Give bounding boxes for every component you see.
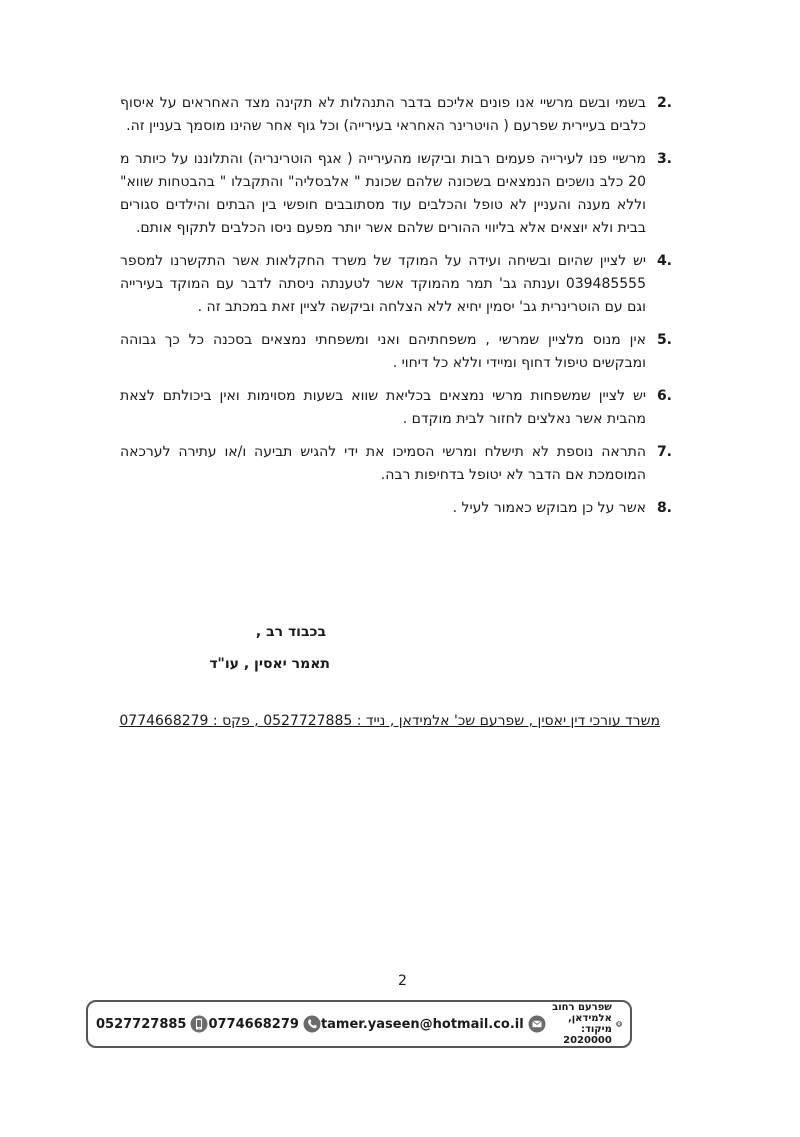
- mobile-icon: [190, 1015, 208, 1033]
- item-text: אין מנוס מלציין שמרשי , משפחתיהם ואני ומשפחתי נמצאים בסכנה כל כך גבוהה ומבקשים טיפול דחוף ומיידי וללא כל דיחוי .: [120, 332, 646, 371]
- list-item: [120, 441, 672, 487]
- page-number: 2: [398, 973, 407, 989]
- item-number: 7.: [656, 444, 672, 460]
- item-number: 2.: [656, 95, 672, 111]
- footer-address: [546, 1002, 622, 1046]
- envelope-icon: [528, 1015, 546, 1033]
- phone-number: 0774668279: [208, 1016, 299, 1032]
- item-number: 6.: [656, 388, 672, 404]
- list-item: [120, 92, 672, 138]
- item-text: יש לציין שמשפחות מרשי נמצאים בכליאת שווא בשעות מסוימות ואין ביכולתם לצאת מהבית אשר נאלצים לחזור לבית מוקדם .: [120, 388, 646, 427]
- list-item: [120, 250, 672, 319]
- item-number: 5.: [656, 332, 672, 348]
- list-item: [120, 497, 672, 520]
- item-text: אשר על כן מבוקש כאמור לעיל .: [452, 500, 646, 516]
- closing-salutation: בכבוד רב ,: [255, 624, 326, 640]
- list-item: [120, 385, 672, 431]
- mobile-number: 0527727885: [96, 1016, 187, 1032]
- item-text: מרשיי פנו לעירייה פעמים רבות וביקשו מהעירייה ( אגף הוטרינריה) והתלוננו על כיותר מ 20 כלב נושכים הנמצאים בשכונה שלהם שכונת " אלבסליה" והתקבלו " בהבטחות שווא" וללא מענה והעניין לא טופל והכלבים עוד מסתובבים חופשי בין הבתים והילדים סגורים בבית ולא יוצאים אלא בליווי ההורים שלהם אשר יותר מפעם ניסו הכלבים לתקוף אותם.: [120, 151, 646, 236]
- location-pin-icon: [616, 1015, 622, 1033]
- office-details-line: משרד עורכי דין יאסין , שפרעם שכ' אלמידאן , נייד : 0527727885 , פקס : 0774668279: [119, 713, 660, 729]
- email-address: tamer.yaseen@hotmail.co.il: [320, 1016, 524, 1032]
- contact-footer: [86, 1000, 632, 1048]
- footer-email: [321, 1015, 546, 1033]
- item-number: 3.: [656, 151, 672, 167]
- list-item: [120, 148, 672, 240]
- signer-name: תאמר יאסין , עו"ד: [209, 656, 330, 672]
- numbered-list: [120, 92, 672, 530]
- phone-icon: [303, 1015, 321, 1033]
- footer-mobile: [96, 1015, 208, 1033]
- footer-phone: [208, 1015, 320, 1033]
- item-text: התראה נוספת לא תישלח ומרשי הסמיכו את ידי להגיש תביעה ו/או עתירה לערכאה המוסמכת אם הדבר לא יטופל בדחיפות רבה.: [120, 444, 646, 483]
- street-address: שפרעם רחוב אלמידאן, מיקוד: 2020000: [552, 1002, 612, 1046]
- item-number: 8.: [656, 500, 672, 516]
- item-text: בשמי ובשם מרשיי אנו פונים אליכם בדבר התנהלות לא תקינה מצד האחראים על איסוף כלבים בעיירית שפרעם ( הויטרינר האחראי בעירייה) וכל גוף אחר שהינו מוסמך בעניין זה.: [120, 95, 646, 134]
- item-text: יש לציין שהיום ובשיחה ועידה על המוקד של משרד החקלאות אשר התקשרנו למספר 039485555 וענתה גב' תמר מהמוקד אשר לטענתה ניסתה לדבר עם המוקד בעירייה וגם עם הוטרינרית גב' יסמין יחיא ללא הצלחה וביקשה לציין זאת במכתב זה .: [120, 253, 646, 315]
- item-number: 4.: [656, 253, 672, 269]
- list-item: [120, 329, 672, 375]
